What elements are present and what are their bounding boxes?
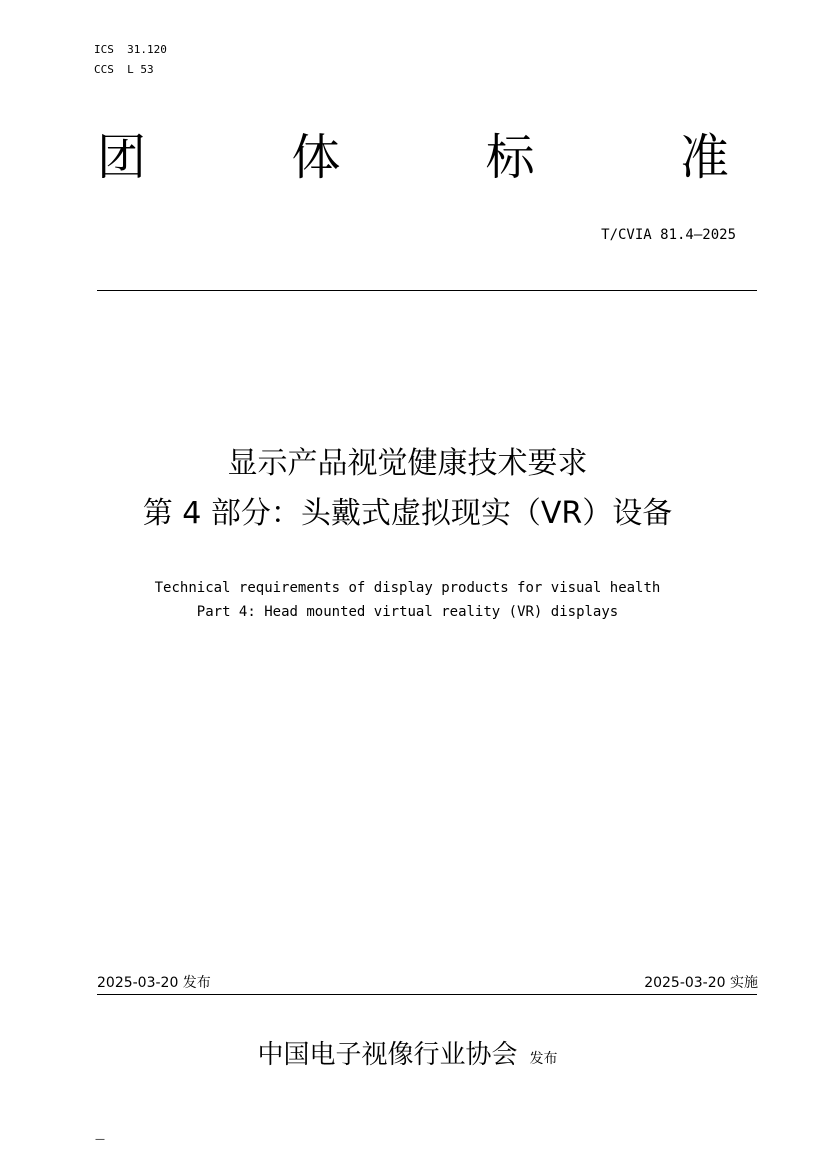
heading-char-4: 准 (679, 129, 729, 186)
publisher-suffix: 发布 (529, 1051, 558, 1067)
title-cn-line1: 显示产品视觉健康技术要求 (227, 446, 588, 481)
heading-char-1: 团 (97, 129, 147, 186)
heading-char-2: 体 (291, 129, 341, 186)
classification-codes (94, 40, 167, 80)
standard-number: T/CVIA 81.4—2025 (601, 227, 736, 243)
heading-char-3: 标 (485, 129, 535, 186)
title-en-line1: Technical requirements of display products for visual health (154, 580, 661, 596)
ccs-code: CCS L 53 (94, 63, 154, 76)
title-cn-line2: 第 4 部分：头戴式虚拟现实（VR）设备 (142, 496, 673, 531)
publisher-line (0, 1035, 815, 1079)
issue-date: 2025-03-20 发布 (97, 975, 211, 991)
bottom-divider (97, 994, 757, 995)
ics-code: ICS 31.120 (94, 43, 167, 56)
footer-mark: — (95, 1134, 105, 1145)
top-divider (97, 290, 757, 291)
implementation-date: 2025-03-20 实施 (644, 975, 758, 991)
title-en-line2: Part 4: Head mounted virtual reality (VR) displays (196, 604, 619, 620)
publisher-org: 中国电子视像行业协会 (257, 1040, 518, 1070)
document-type-heading (97, 128, 729, 188)
